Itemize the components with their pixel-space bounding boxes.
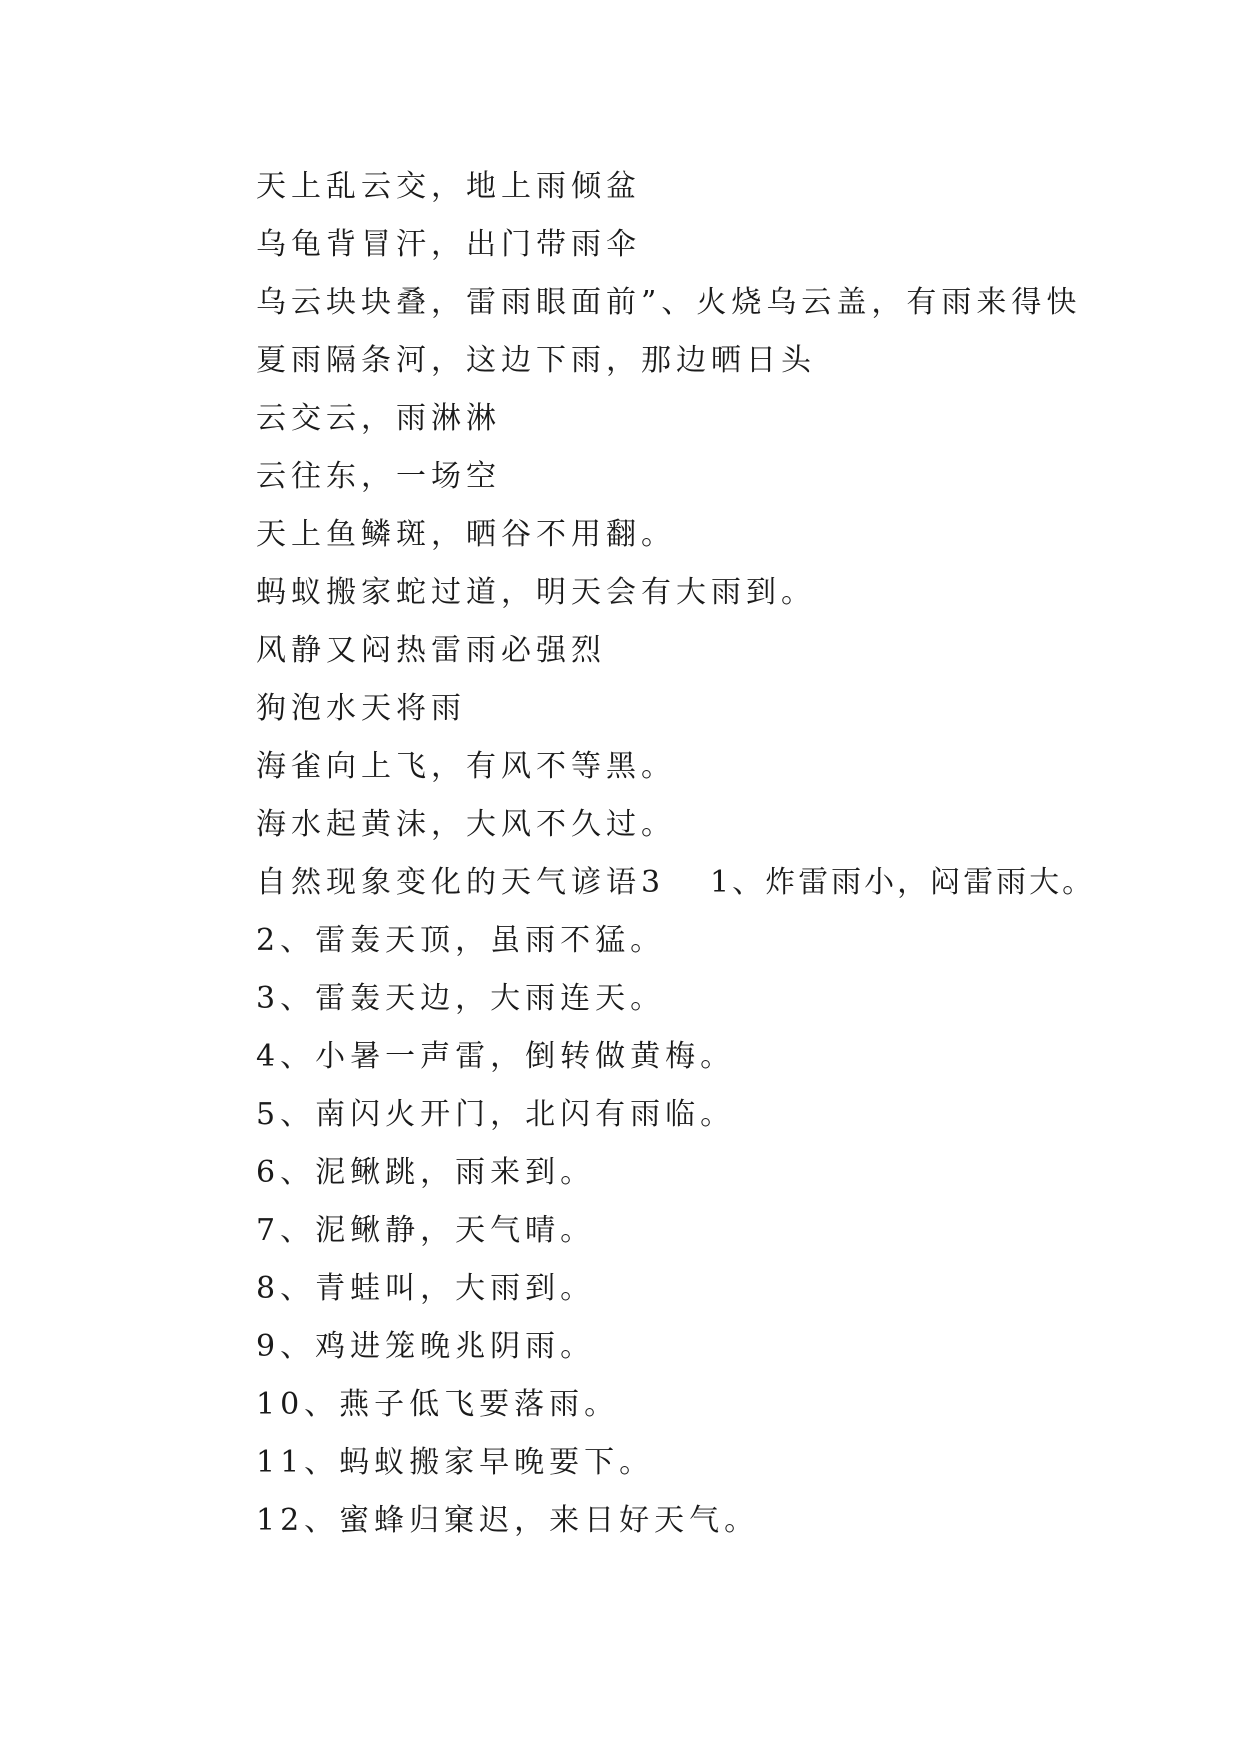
numbered-item: 7、泥鳅静，天气晴。 [256,1213,596,1248]
section-heading-line [256,854,1156,912]
numbered-item: 5、南闪火开门，北闪有雨临。 [256,1097,736,1132]
proverb-line: 蚂蚁搬家蛇过道，明天会有大雨到。 [256,575,816,610]
proverb-line: 海水起黄沫，大风不久过。 [256,807,676,842]
numbered-item: 4、小暑一声雷，倒转做黄梅。 [256,1039,736,1074]
section-heading: 自然现象变化的天气谚语3 [256,865,666,900]
proverb-line: 夏雨隔条河，这边下雨，那边晒日头 [256,343,816,378]
numbered-item: 10、燕子低飞要落雨。 [256,1387,620,1422]
numbered-item: 1、炸雷雨小，闷雷雨大。 [710,865,1096,900]
proverb-line: 天上鱼鳞斑，晒谷不用翻。 [256,517,676,552]
numbered-item: 8、青蛙叫，大雨到。 [256,1271,596,1306]
proverb-line: 云往东，一场空 [256,459,501,494]
proverb-line: 狗泡水天将雨 [256,691,466,726]
numbered-item: 11、蚂蚁搬家早晚要下。 [256,1445,655,1480]
proverb-line: 乌云块块叠，雷雨眼面前”、火烧乌云盖，有雨来得快 [256,285,1082,320]
numbered-item: 9、鸡进笼晚兆阴雨。 [256,1329,596,1364]
proverb-line: 海雀向上飞，有风不等黑。 [256,749,676,784]
numbered-item: 3、雷轰天边，大雨连天。 [256,981,666,1016]
proverb-line: 风静又闷热雷雨必强烈 [256,633,606,668]
numbered-item: 2、雷轰天顶，虽雨不猛。 [256,923,666,958]
proverb-line: 天上乱云交，地上雨倾盆 [256,169,641,204]
numbered-item: 12、蜜蜂归窠迟，来日好天气。 [256,1503,760,1538]
document-body [256,158,1156,1550]
proverb-line: 云交云，雨淋淋 [256,401,501,436]
proverb-line: 乌龟背冒汗，出门带雨伞 [256,227,641,262]
numbered-item: 6、泥鳅跳，雨来到。 [256,1155,596,1190]
